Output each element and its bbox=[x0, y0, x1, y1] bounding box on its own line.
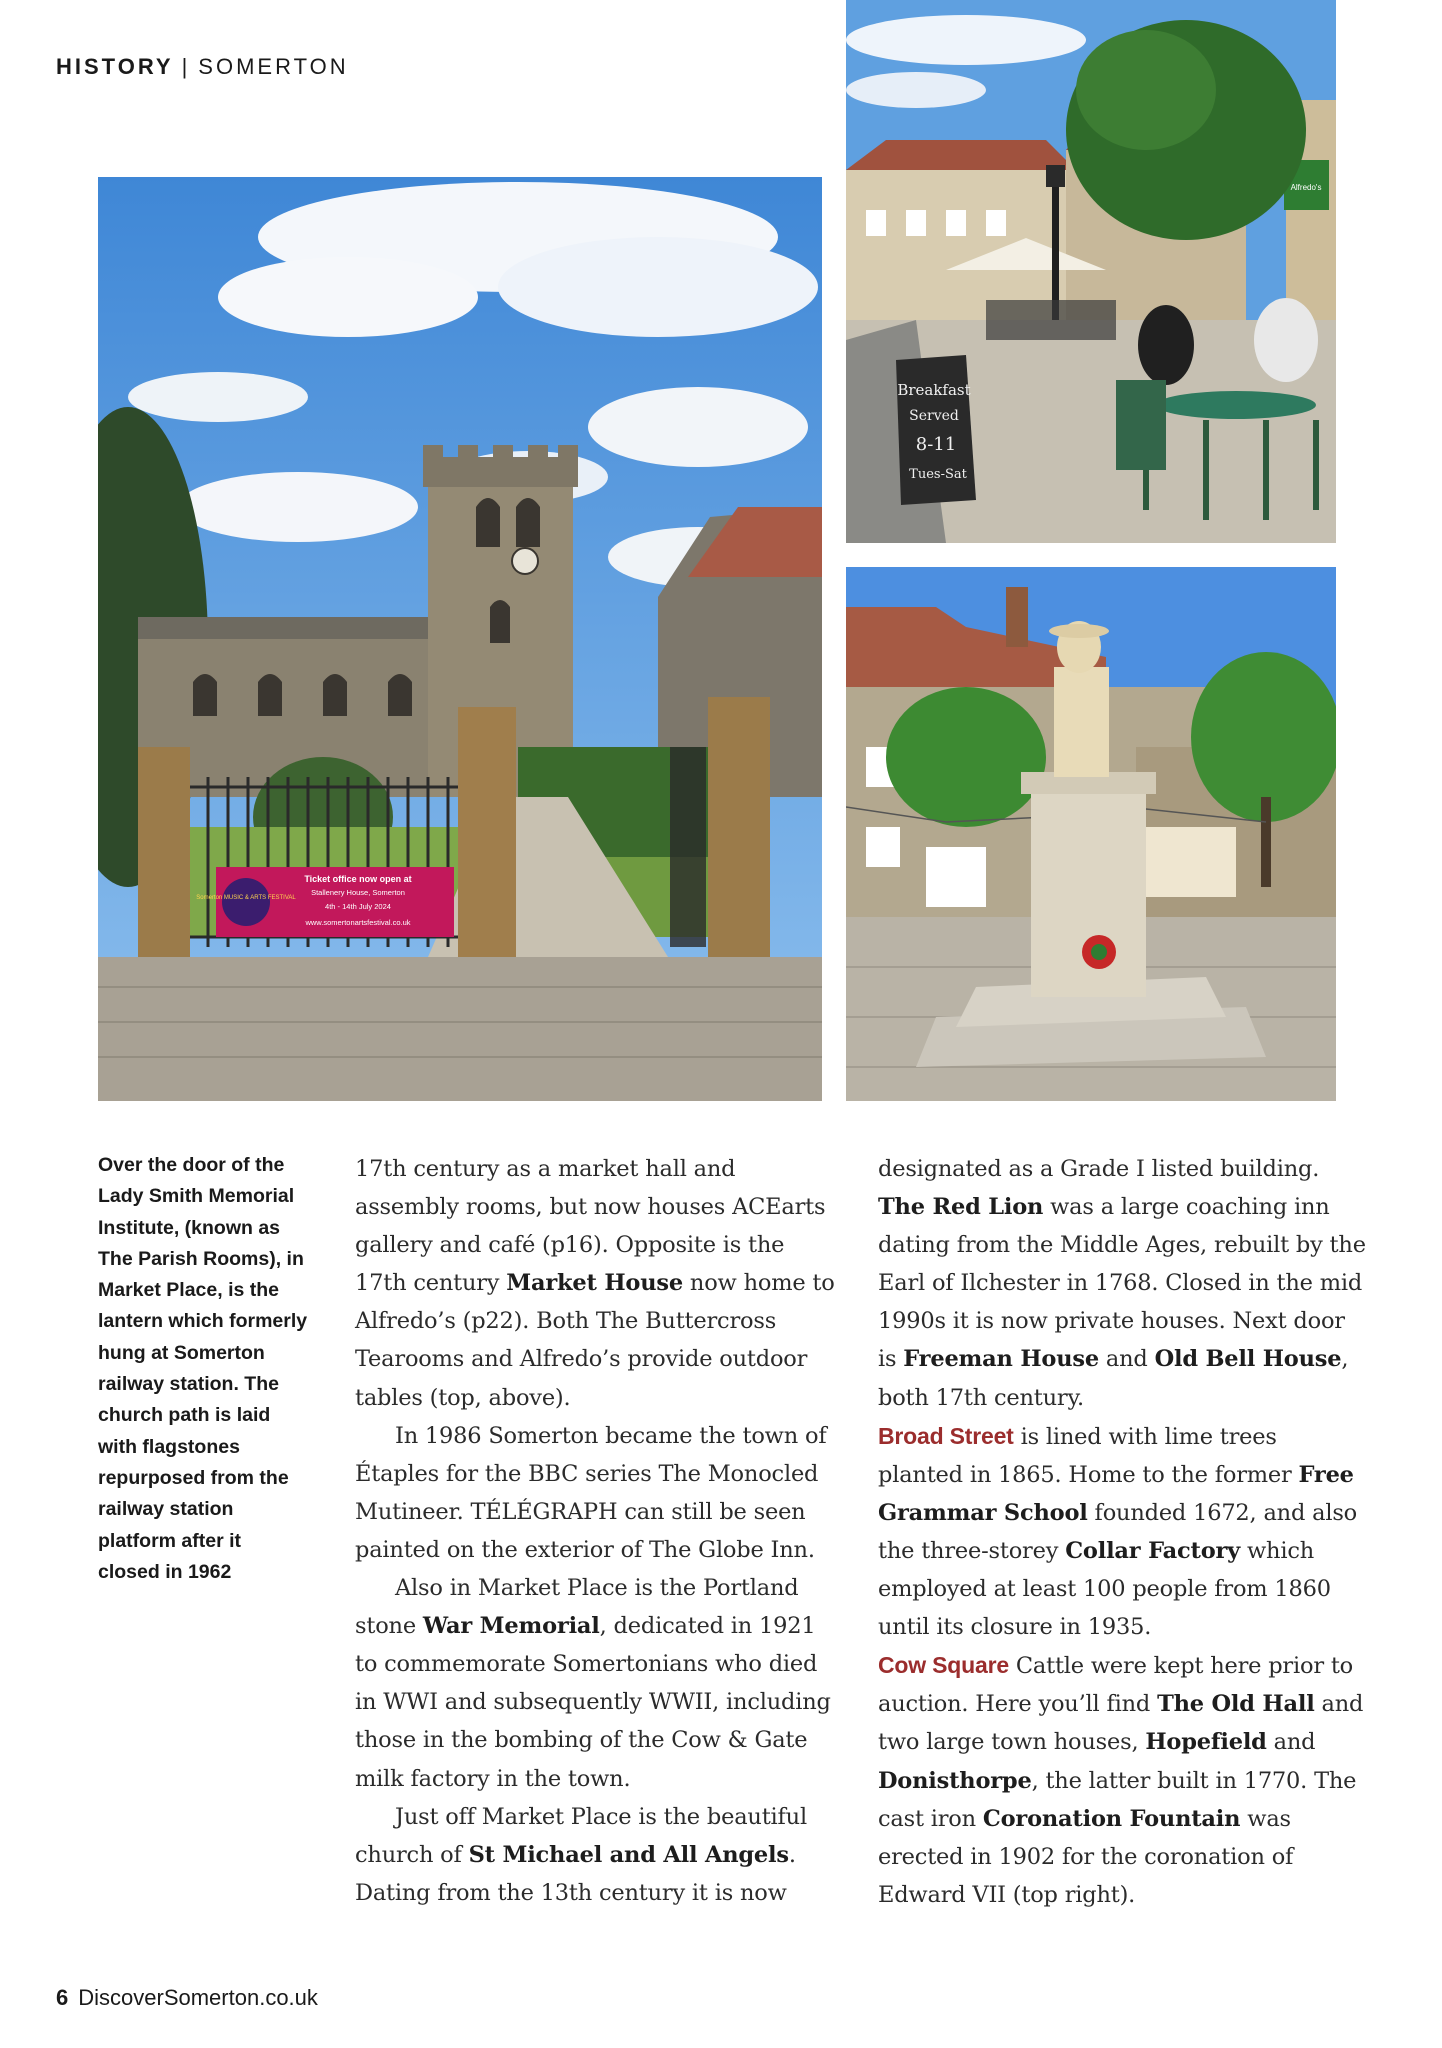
page-number: 6 bbox=[56, 1985, 69, 2010]
bold-donisthorpe: Donisthorpe bbox=[878, 1767, 1032, 1794]
header-separator: | bbox=[181, 54, 191, 79]
banner-logo-text: Somerton MUSIC & ARTS FESTIVAL bbox=[196, 895, 296, 901]
text-run: Cattle were kept here prior to auction. Here you’ll find bbox=[878, 1653, 1354, 1718]
banner-line-1: Ticket office now open at bbox=[304, 874, 412, 884]
bold-old-hall: The Old Hall bbox=[1157, 1691, 1315, 1718]
bold-free-grammar-school: Free Grammar School bbox=[878, 1461, 1354, 1526]
board-line-1: Breakfast bbox=[897, 381, 971, 399]
right-paragraph-2 bbox=[878, 1417, 1368, 1647]
board-line-4: Tues-Sat bbox=[909, 467, 967, 482]
section-heading-broad-street: Broad Street bbox=[878, 1422, 1014, 1449]
bold-collar-factory: Collar Factory bbox=[1065, 1537, 1241, 1564]
board-line-3: 8-11 bbox=[915, 434, 957, 455]
cafe-illustration bbox=[846, 0, 1336, 543]
breakfast-chalkboard bbox=[896, 355, 976, 505]
board-line-2: Served bbox=[909, 408, 959, 424]
text-run: designated as a Grade I listed building. bbox=[878, 1156, 1320, 1182]
page-footer bbox=[56, 1985, 318, 2011]
memorial-illustration bbox=[846, 567, 1336, 1101]
section-label: HISTORY bbox=[56, 54, 174, 79]
text-run: , both 17th century. bbox=[878, 1346, 1349, 1411]
mid-paragraph-1 bbox=[355, 1150, 841, 1417]
bold-hopefield: Hopefield bbox=[1145, 1729, 1267, 1756]
bold-coronation-fountain: Coronation Fountain bbox=[982, 1805, 1241, 1832]
cafe-photo bbox=[846, 0, 1336, 543]
text-run: 17th century as a market hall and assembly rooms, but now houses ACEarts gallery and café (p16). Opposite is the 17th century bbox=[355, 1156, 826, 1297]
text-run: and bbox=[1266, 1729, 1316, 1756]
church-photo bbox=[98, 177, 822, 1101]
section-heading-cow-square: Cow Square bbox=[878, 1652, 1009, 1679]
bold-red-lion: The Red Lion bbox=[878, 1194, 1044, 1221]
festival-banner bbox=[196, 867, 454, 937]
text-run: Just off Market Place is the beautiful church of bbox=[355, 1803, 807, 1868]
footer-site-link[interactable]: DiscoverSomerton.co.uk bbox=[78, 1985, 318, 2010]
bold-old-bell-house: Old Bell House bbox=[1154, 1346, 1342, 1373]
text-run: founded 1672, and also the three-storey bbox=[878, 1499, 1358, 1564]
mid-paragraph-2: In 1986 Somerton became the town of Étaples for the BBC series The Monocled Mutineer. TÉLÉGRAPH can still be seen painted on the exterior of The Globe Inn. bbox=[355, 1422, 827, 1563]
text-run: and two large town houses, bbox=[878, 1691, 1364, 1756]
banner-line-3: 4th - 14th July 2024 bbox=[325, 902, 391, 911]
article-column-right bbox=[878, 1150, 1368, 1914]
bold-st-michael: St Michael and All Angels bbox=[468, 1841, 789, 1868]
text-run: , the latter built in 1770. The cast iron bbox=[878, 1767, 1357, 1832]
mid-paragraph-4 bbox=[355, 1798, 841, 1912]
memorial-photo bbox=[846, 567, 1336, 1101]
text-run: was a large coaching inn dating from the Middle Ages, rebuilt by the Earl of Ilchester in 1768. Closed in the mid 1990s it is now private houses. Next door is bbox=[878, 1194, 1366, 1373]
section-header bbox=[56, 54, 349, 80]
bold-freeman-house: Freeman House bbox=[903, 1346, 1099, 1373]
text-run: Also in Market Place is the Portland stone bbox=[355, 1575, 799, 1640]
place-label: SOMERTON bbox=[198, 54, 349, 79]
photo-caption: Over the door of the Lady Smith Memorial Institute, (known as The Parish Rooms), in Market Place, is the lantern which formerly hung at Somerton railway station. The church path is laid with flagstones repurposed from the railway station platform after it closed in 1962 bbox=[98, 1154, 308, 1583]
text-run: was erected in 1902 for the coronation of Edward VII (top right). bbox=[878, 1805, 1294, 1908]
right-paragraph-1 bbox=[878, 1150, 1368, 1417]
text-run: is lined with lime trees planted in 1865. Home to the former bbox=[878, 1423, 1299, 1488]
text-run: which employed at least 100 people from 1860 until its closure in 1935. bbox=[878, 1537, 1331, 1641]
right-paragraph-3 bbox=[878, 1646, 1368, 1914]
text-run: . Dating from the 13th century it is now bbox=[355, 1841, 796, 1906]
text-run: , dedicated in 1921 to commemorate Somertonians who died in WWI and subsequently WWII, including those in the bombing of the Cow & Gate milk factory in the town. bbox=[355, 1613, 831, 1792]
banner-line-2: Stallenery House, Somerton bbox=[311, 888, 405, 897]
text-run: and bbox=[1098, 1346, 1155, 1373]
text-run: now home to Alfredo’s (p22). Both The Buttercross Tearooms and Alfredo’s provide outdoor tables (top, above). bbox=[355, 1270, 835, 1411]
bold-war-memorial: War Memorial bbox=[422, 1613, 600, 1640]
article-column-middle bbox=[355, 1150, 841, 1912]
banner-line-4: www.somertonartsfestival.co.uk bbox=[305, 918, 411, 927]
bold-market-house: Market House bbox=[506, 1270, 683, 1297]
church-illustration bbox=[98, 177, 822, 1101]
mid-paragraph-3 bbox=[355, 1569, 841, 1798]
alfredos-sign: Alfredo's bbox=[1290, 183, 1322, 192]
